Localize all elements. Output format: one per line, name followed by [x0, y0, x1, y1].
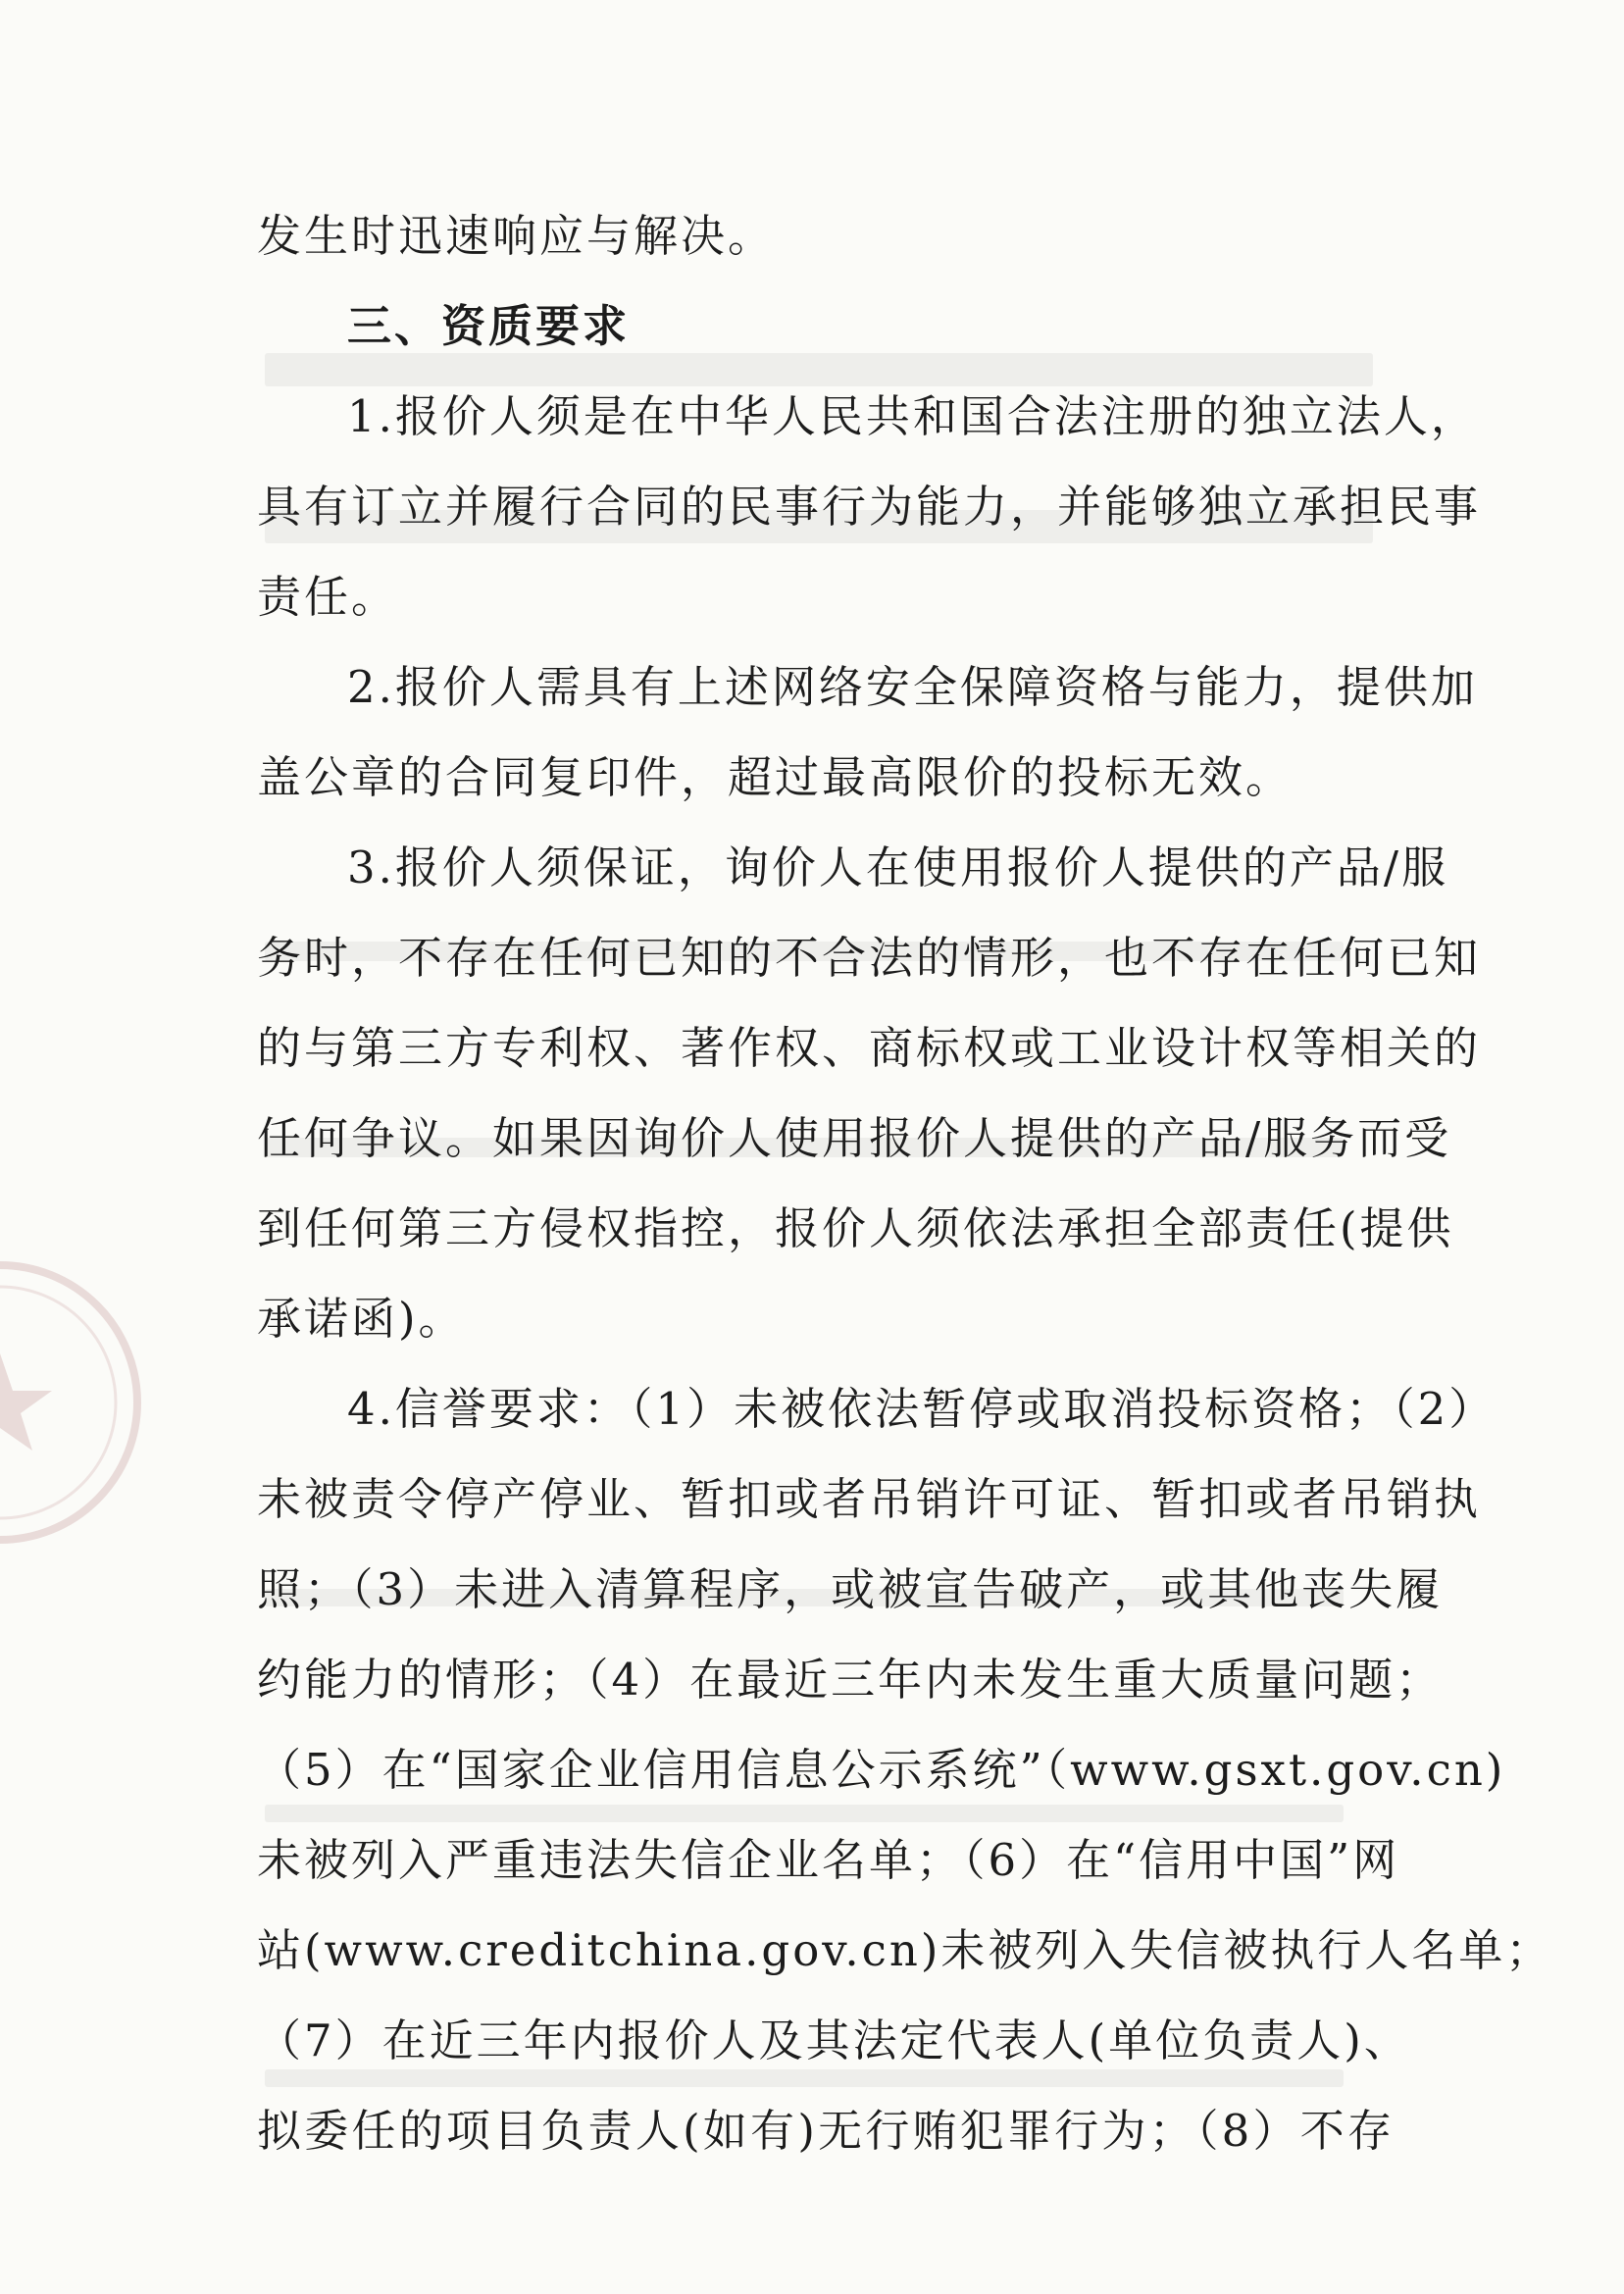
section-heading: 三、资质要求	[347, 300, 631, 352]
text-line: 的与第三方专利权、著作权、商标权或工业设计权等相关的	[257, 1022, 1482, 1074]
text-line: 4.信誉要求：（1）未被依法暂停或取消投标资格；（2）	[347, 1383, 1497, 1435]
text-line: 务时，不存在任何已知的不合法的情形，也不存在任何已知	[257, 932, 1482, 984]
text-line: 拟委任的项目负责人(如有)无行贿犯罪行为；（8）不存	[257, 2105, 1395, 2157]
text-line: 照；（3）未进入清算程序，或被宣告破产，或其他丧失履	[257, 1563, 1444, 1615]
text-line: 发生时迅速响应与解决。	[257, 210, 776, 262]
text-line: 盖公章的合同复印件，超过最高限价的投标无效。	[257, 751, 1294, 803]
text-line: 具有订立并履行合同的民事行为能力，并能够独立承担民事	[257, 481, 1482, 533]
text-line: （5）在“国家企业信用信息公示系统”（www.gsxt.gov.cn)	[257, 1744, 1506, 1796]
text-line: 约能力的情形；（4）在最近三年内未发生重大质量问题；	[257, 1654, 1444, 1706]
text-line: 责任。	[257, 571, 399, 623]
document-body	[257, 191, 1553, 2176]
text-line: 未被列入严重违法失信企业名单；（6）在“信用中国”网	[257, 1834, 1400, 1886]
official-seal-stamp	[0, 1255, 147, 1550]
text-line: 未被责令停产停业、暂扣或者吊销许可证、暂扣或者吊销执	[257, 1473, 1482, 1525]
text-line: 1.报价人须是在中华人民共和国合法注册的独立法人，	[347, 390, 1478, 442]
text-line: （7）在近三年内报价人及其法定代表人(单位负责人)、	[257, 2014, 1411, 2066]
text-line: 2.报价人需具有上述网络安全保障资格与能力，提供加	[347, 661, 1478, 713]
text-line: 任何争议。如果因询价人使用报价人提供的产品/服务而受	[257, 1112, 1452, 1164]
text-line: 3.报价人须保证，询价人在使用报价人提供的产品/服	[347, 841, 1449, 893]
text-line: 承诺函)。	[257, 1293, 466, 1345]
text-line: 站(www.creditchina.gov.cn)未被列入失信被执行人名单；	[257, 1924, 1553, 1976]
text-line: 到任何第三方侵权指控，报价人须依法承担全部责任(提供	[257, 1202, 1454, 1254]
